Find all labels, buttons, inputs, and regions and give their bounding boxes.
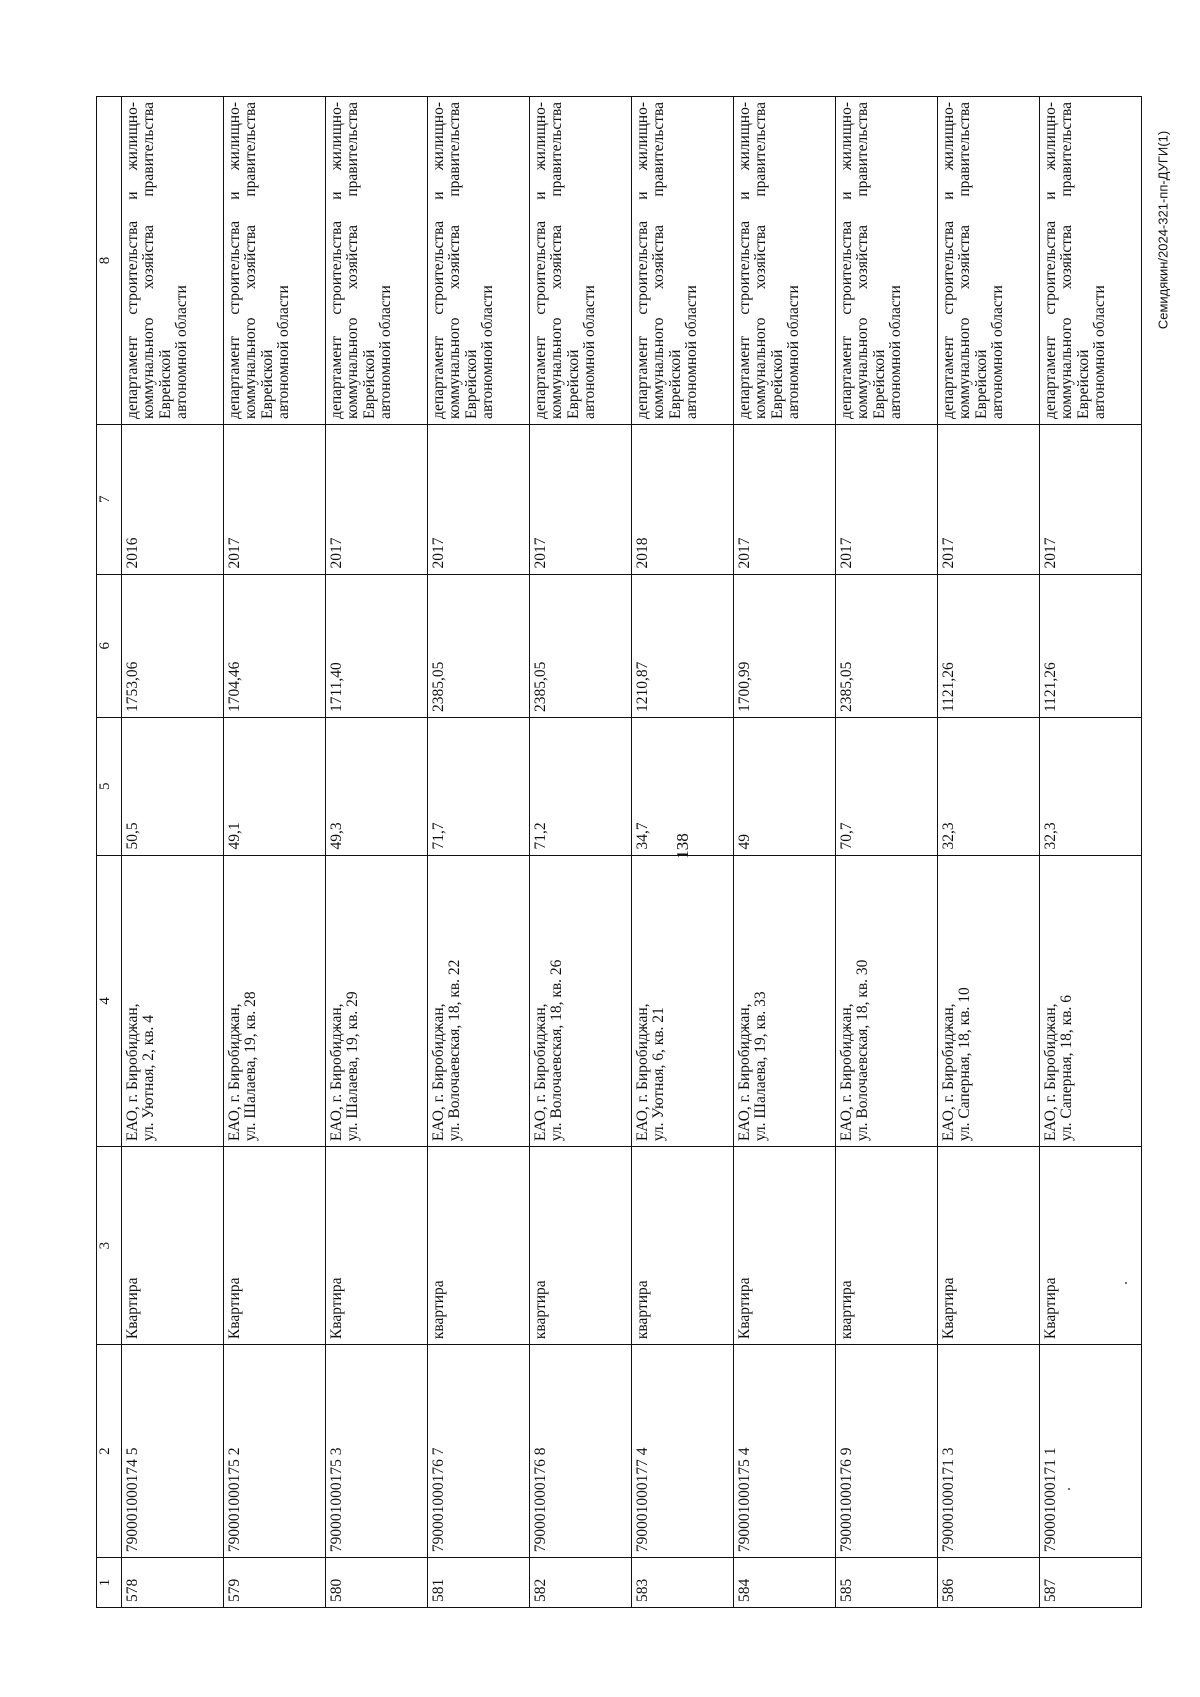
address — [632, 855, 734, 1147]
owner — [734, 97, 836, 425]
address — [836, 855, 938, 1147]
cadastral-number: 790001000176 9 — [836, 1345, 938, 1558]
cost: 1210,87 — [632, 574, 734, 718]
cadastral-number: 790001000171 1 — [1040, 1345, 1142, 1558]
table-row — [530, 97, 632, 1608]
property-table — [96, 96, 1142, 1608]
cost: 1704,46 — [224, 574, 326, 718]
table-row — [632, 97, 734, 1608]
object-type: квартира — [836, 1147, 938, 1345]
address-line: ЕАО, г. Биробиджан, — [1042, 1003, 1059, 1142]
owner — [122, 97, 224, 425]
owner-text: автономной области — [785, 285, 803, 419]
area: 71,7 — [428, 718, 530, 856]
column-number: 7 — [97, 424, 122, 574]
object-type: Квартира — [224, 1147, 326, 1345]
area: 34,7 — [632, 718, 734, 856]
cadastral-number: 790001000171 3 — [938, 1345, 1040, 1558]
year: 2018 — [632, 424, 734, 574]
address — [938, 855, 1040, 1147]
owner — [326, 97, 428, 425]
table-row — [326, 97, 428, 1608]
owner-text: департамент строительства и жилищно-коммунального хозяйства правительства Еврейской — [124, 102, 174, 419]
column-number: 6 — [97, 574, 122, 718]
cost: 1121,26 — [1040, 574, 1142, 718]
area: 32,3 — [1040, 718, 1142, 856]
address-line: ЕАО, г. Биробиджан, — [328, 1003, 345, 1142]
address-line: ЕАО, г. Биробиджан, — [634, 1003, 651, 1142]
row-number: 583 — [632, 1558, 734, 1608]
address-line: ЕАО, г. Биробиджан, — [124, 1003, 141, 1142]
owner — [632, 97, 734, 425]
object-type: Квартира — [734, 1147, 836, 1345]
object-type: Квартира — [122, 1147, 224, 1345]
area: 32,3 — [938, 718, 1040, 856]
table-row — [1040, 97, 1142, 1608]
table-row — [428, 97, 530, 1608]
column-number: 2 — [97, 1345, 122, 1558]
row-number: 580 — [326, 1558, 428, 1608]
column-number-row — [97, 97, 122, 1608]
table-row — [938, 97, 1040, 1608]
address-line: ЕАО, г. Биробиджан, — [226, 1003, 243, 1142]
address-line: ул. Шалаева, 19, кв. 28 — [242, 991, 260, 1142]
address-line: ЕАО, г. Биробиджан, — [532, 1003, 549, 1142]
column-number: 1 — [97, 1558, 122, 1608]
row-number: 578 — [122, 1558, 224, 1608]
table-row — [122, 97, 224, 1608]
owner — [836, 97, 938, 425]
owner-text: автономной области — [683, 285, 701, 419]
area: 49 — [734, 718, 836, 856]
column-number: 8 — [97, 97, 122, 425]
address-line: ул. Уютная, 2, кв. 4 — [140, 1014, 158, 1142]
area: 71,2 — [530, 718, 632, 856]
address-line: ул. Саперная, 18, кв. 10 — [956, 987, 974, 1142]
cost: 2385,05 — [530, 574, 632, 718]
owner — [938, 97, 1040, 425]
owner — [1040, 97, 1142, 425]
address — [224, 855, 326, 1147]
owner-text: департамент строительства и жилищно-коммунального хозяйства правительства Еврейской — [1042, 102, 1092, 419]
table-row — [836, 97, 938, 1608]
cadastral-number: 790001000175 2 — [224, 1345, 326, 1558]
owner — [224, 97, 326, 425]
table-row — [734, 97, 836, 1608]
cadastral-number: 790001000177 4 — [632, 1345, 734, 1558]
year: 2017 — [224, 424, 326, 574]
document-code: Семидякин/2024-321-пп-ДУГИ(1) — [1155, 130, 1171, 330]
owner-text: автономной области — [479, 285, 497, 419]
cadastral-number: 790001000175 3 — [326, 1345, 428, 1558]
cost: 2385,05 — [836, 574, 938, 718]
year: 2016 — [122, 424, 224, 574]
cost: 1700,99 — [734, 574, 836, 718]
owner-text: автономной области — [887, 285, 905, 419]
year: 2017 — [836, 424, 938, 574]
owner — [530, 97, 632, 425]
object-type: квартира — [428, 1147, 530, 1345]
owner-text: департамент строительства и жилищно-коммунального хозяйства правительства Еврейской — [634, 102, 684, 419]
object-type: квартира — [632, 1147, 734, 1345]
year: 2017 — [938, 424, 1040, 574]
owner-text: автономной области — [275, 285, 293, 419]
address — [428, 855, 530, 1147]
address — [530, 855, 632, 1147]
cost: 2385,05 — [428, 574, 530, 718]
address-line: ЕАО, г. Биробиджан, — [430, 1003, 447, 1142]
owner — [428, 97, 530, 425]
owner-text: автономной области — [989, 285, 1007, 419]
owner-text: департамент строительства и жилищно-коммунального хозяйства правительства Еврейской — [940, 102, 990, 419]
cost: 1753,06 — [122, 574, 224, 718]
row-number: 587 — [1040, 1558, 1142, 1608]
cadastral-number: 790001000176 7 — [428, 1345, 530, 1558]
object-type: Квартира — [1040, 1147, 1142, 1345]
area: 70,7 — [836, 718, 938, 856]
owner-text: департамент строительства и жилищно-коммунального хозяйства правительства Еврейской — [328, 102, 378, 419]
address-line: ул. Саперная, 18, кв. 6 — [1058, 995, 1076, 1142]
year: 2017 — [428, 424, 530, 574]
address — [1040, 855, 1142, 1147]
row-number: 579 — [224, 1558, 326, 1608]
owner-text: автономной области — [173, 285, 191, 419]
object-type: Квартира — [938, 1147, 1040, 1345]
cadastral-number: 790001000175 4 — [734, 1345, 836, 1558]
row-number: 585 — [836, 1558, 938, 1608]
address-line: ул. Волочаевская, 18, кв. 26 — [548, 959, 566, 1142]
property-table-rotated — [96, 96, 1109, 1608]
year: 2017 — [530, 424, 632, 574]
cost: 1711,40 — [326, 574, 428, 718]
owner-text: автономной области — [377, 285, 395, 419]
table-row — [224, 97, 326, 1608]
page-number: 138 — [673, 833, 692, 859]
owner-text: департамент строительства и жилищно-коммунального хозяйства правительства Еврейской — [838, 102, 888, 419]
address-line: ул. Уютная, 6, кв. 21 — [650, 1007, 668, 1142]
address-line: ул. Шалаева, 19, кв. 33 — [752, 991, 770, 1142]
object-type: Квартира — [326, 1147, 428, 1345]
row-number: 586 — [938, 1558, 1040, 1608]
area: 49,1 — [224, 718, 326, 856]
address — [734, 855, 836, 1147]
address-line: ЕАО, г. Биробиджан, — [838, 1003, 855, 1142]
address-line: ул. Волочаевская, 18, кв. 22 — [446, 959, 464, 1142]
year: 2017 — [734, 424, 836, 574]
owner-text: департамент строительства и жилищно-коммунального хозяйства правительства Еврейской — [532, 102, 582, 419]
cadastral-number: 790001000176 8 — [530, 1345, 632, 1558]
address-line: ул. Волочаевская, 18, кв. 30 — [854, 959, 872, 1142]
area: 49,3 — [326, 718, 428, 856]
owner-text: департамент строительства и жилищно-коммунального хозяйства правительства Еврейской — [736, 102, 786, 419]
owner-text: департамент строительства и жилищно-коммунального хозяйства правительства Еврейской — [430, 102, 480, 419]
column-number: 3 — [97, 1147, 122, 1345]
object-type: квартира — [530, 1147, 632, 1345]
address — [122, 855, 224, 1147]
row-number: 584 — [734, 1558, 836, 1608]
owner-text: департамент строительства и жилищно-коммунального хозяйства правительства Еврейской — [226, 102, 276, 419]
column-number: 4 — [97, 855, 122, 1147]
area: 50,5 — [122, 718, 224, 856]
cadastral-number: 790001000174 5 — [122, 1345, 224, 1558]
year: 2017 — [326, 424, 428, 574]
address-line: ЕАО, г. Биробиджан, — [736, 1003, 753, 1142]
row-number: 581 — [428, 1558, 530, 1608]
year: 2017 — [1040, 424, 1142, 574]
address-line: ул. Шалаева, 19, кв. 29 — [344, 991, 362, 1142]
cost: 1121,26 — [938, 574, 1040, 718]
address-line: ЕАО, г. Биробиджан, — [940, 1003, 957, 1142]
address — [326, 855, 428, 1147]
owner-text: автономной области — [581, 285, 599, 419]
column-number: 5 — [97, 718, 122, 856]
row-number: 582 — [530, 1558, 632, 1608]
owner-text: автономной области — [1091, 285, 1109, 419]
